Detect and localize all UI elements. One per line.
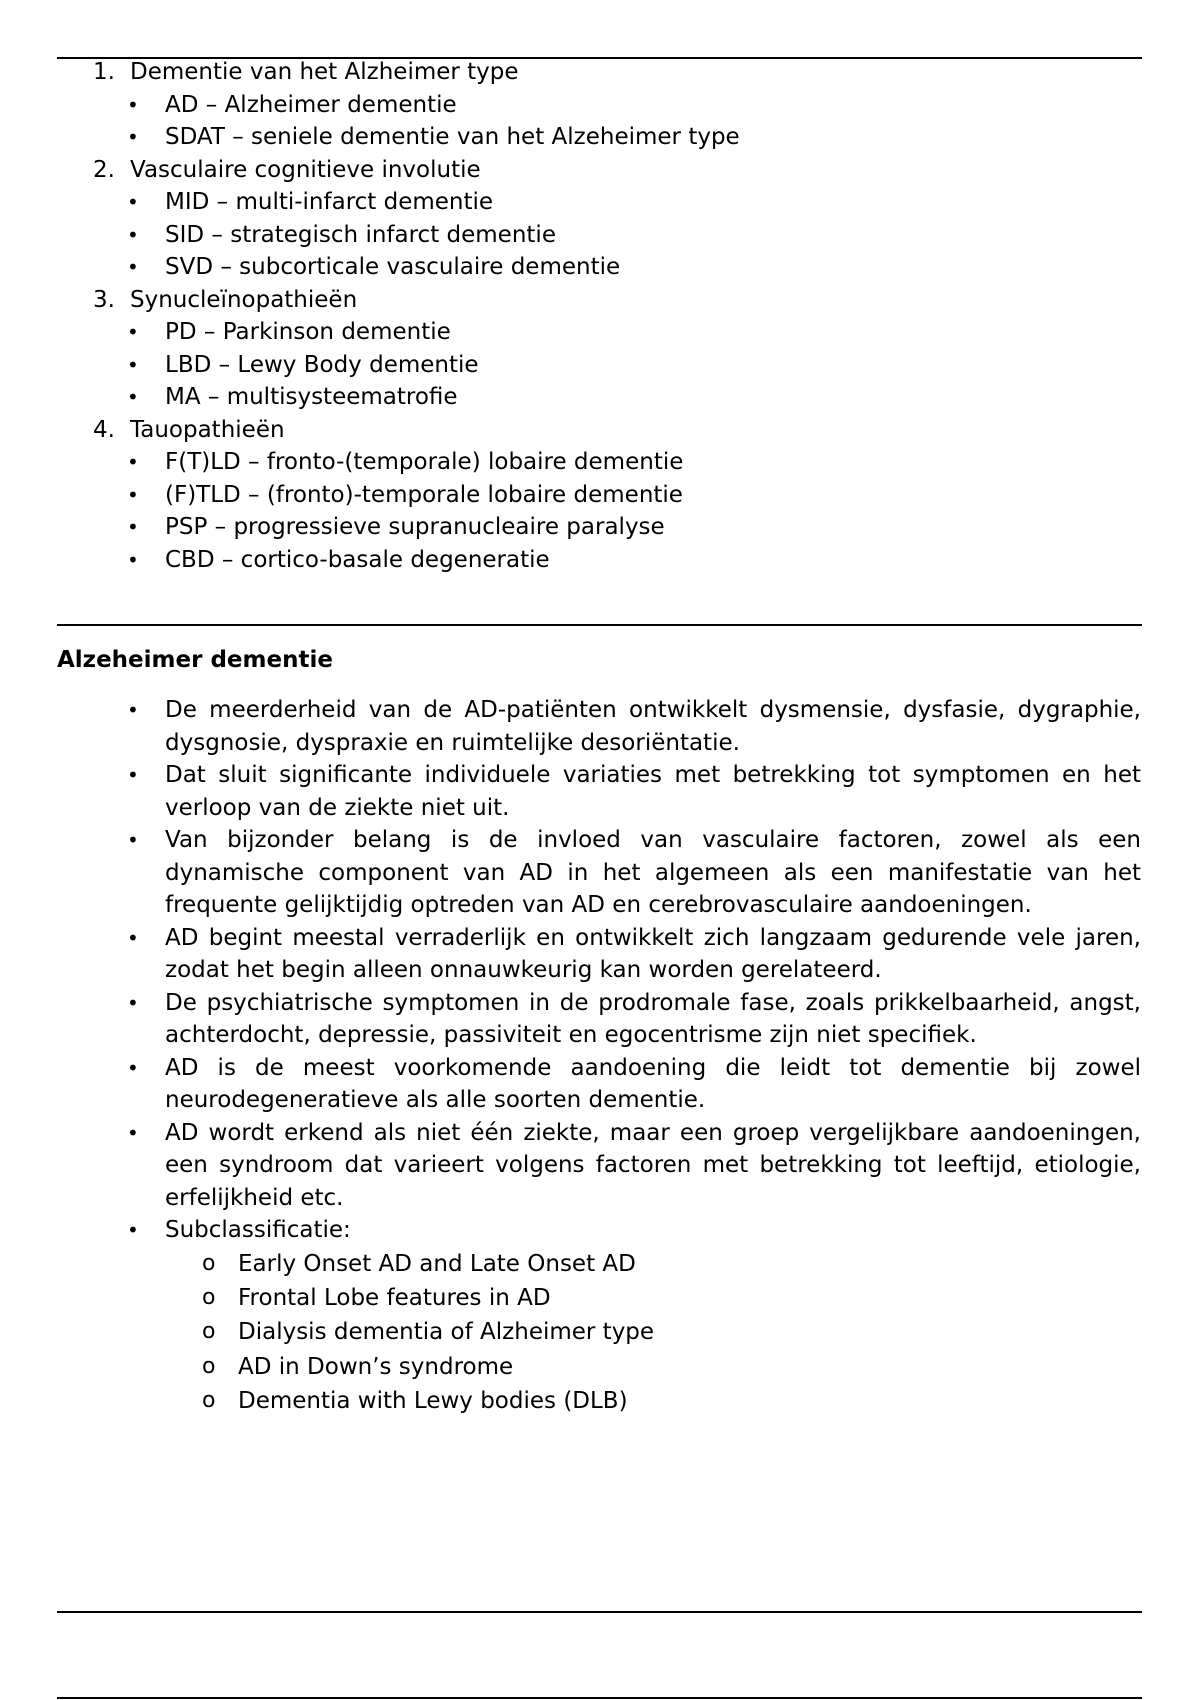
circle-bullet-icon: o xyxy=(202,1388,216,1414)
item-title: Dementie van het Alzheimer type xyxy=(130,59,519,85)
footer-divider-upper xyxy=(57,1611,1142,1613)
subclassification-item xyxy=(0,1315,1200,1349)
section-heading: Alzeheimer dementie xyxy=(57,647,333,673)
bullet-icon: • xyxy=(127,190,139,214)
circle-bullet-icon: o xyxy=(202,1353,216,1379)
classification-item xyxy=(0,284,1200,317)
paragraph-text: Dat sluit significante individuele variaties met betrekking tot symptomen en het verloop van de ziekte niet uit. xyxy=(165,762,1141,821)
bullet-icon: • xyxy=(127,450,139,474)
sub-item xyxy=(0,251,1200,284)
sub-item xyxy=(0,186,1200,219)
circle-bullet-icon: o xyxy=(202,1319,216,1345)
sub-item-text: SVD – subcorticale vasculaire dementie xyxy=(165,254,621,280)
sub-item-text: SDAT – seniele dementie van het Alzeheimer type xyxy=(165,124,740,150)
sub-item xyxy=(0,446,1200,479)
classification-item xyxy=(0,414,1200,447)
subclassification-item xyxy=(0,1384,1200,1418)
subclassification-text: Early Onset AD and Late Onset AD xyxy=(238,1250,636,1277)
bullet-paragraph xyxy=(0,824,1200,922)
sub-item-text: (F)TLD – (fronto)-temporale lobaire dementie xyxy=(165,481,683,508)
item-title: Vasculaire cognitieve involutie xyxy=(130,156,481,183)
sub-item xyxy=(0,349,1200,382)
classification-item xyxy=(0,56,1200,89)
sub-item xyxy=(0,511,1200,544)
classification-item xyxy=(0,154,1200,187)
paragraph-text: De meerderheid van de AD-patiënten ontwikkelt dysmensie, dysfasie, dygraphie, dysgnosie, dyspraxie en ruimtelijke desoriëntatie. xyxy=(165,697,1141,756)
bullet-icon: • xyxy=(127,698,139,722)
bullet-paragraph xyxy=(0,922,1200,987)
bullet-paragraph xyxy=(0,694,1200,759)
bullet-icon: • xyxy=(127,990,139,1015)
bullet-icon: • xyxy=(127,515,139,539)
sub-item-text: CBD – cortico-basale degeneratie xyxy=(165,546,550,573)
item-number: 3. xyxy=(93,286,115,313)
sub-item xyxy=(0,89,1200,122)
sub-item xyxy=(0,121,1200,154)
bullet-paragraph xyxy=(0,1214,1200,1247)
paragraph-text: De psychiatrische symptomen in de prodromale fase, zoals prikkelbaarheid, angst, achterdocht, depressie, passiviteit en egocentrisme zijn niet specifiek. xyxy=(165,989,1141,1048)
footer-divider-lower xyxy=(57,1697,1142,1699)
bullet-icon: • xyxy=(127,255,139,279)
sub-item-text: LBD – Lewy Body dementie xyxy=(165,351,479,378)
subclassification-text: Frontal Lobe features in AD xyxy=(238,1284,551,1311)
subclassification-item xyxy=(0,1247,1200,1281)
bullet-paragraph xyxy=(0,759,1200,824)
item-number: 4. xyxy=(93,416,115,443)
bullet-icon: • xyxy=(127,828,139,852)
sub-item-text: F(T)LD – fronto-(temporale) lobaire dementie xyxy=(165,449,684,475)
bullet-paragraph xyxy=(0,1117,1200,1215)
subclassification-text: Dementia with Lewy bodies (DLB) xyxy=(238,1388,628,1415)
bullet-icon: • xyxy=(127,1218,139,1242)
bullet-icon: • xyxy=(127,352,139,377)
item-number: 1. xyxy=(93,59,115,85)
subclassification-text: AD in Down’s syndrome xyxy=(238,1353,514,1380)
bullet-icon: • xyxy=(127,925,139,950)
circle-bullet-icon: o xyxy=(202,1250,216,1276)
paragraph-text: Van bijzonder belang is de invloed van vasculaire factoren, zowel als een dynamische component van AD in het algemeen als een manifestatie van het frequente gelijktijdig optreden van AD en cerebrovasculaire aandoeningen. xyxy=(165,827,1141,918)
sub-item xyxy=(0,316,1200,349)
bullet-icon: • xyxy=(127,763,139,787)
subclassification-text: Dialysis dementia of Alzheimer type xyxy=(238,1319,655,1346)
sub-item-text: MID – multi-infarct dementie xyxy=(165,189,494,215)
item-title: Tauopathieën xyxy=(130,416,285,443)
subclassification-item xyxy=(0,1350,1200,1384)
bullet-icon: • xyxy=(127,222,139,247)
sub-item-text: AD – Alzheimer dementie xyxy=(165,91,457,118)
bullet-icon: • xyxy=(127,547,139,572)
circle-bullet-icon: o xyxy=(202,1284,216,1310)
section-divider xyxy=(57,624,1142,626)
paragraph-text: Subclassificatie: xyxy=(165,1217,351,1243)
bullet-icon: • xyxy=(127,320,139,344)
paragraph-text: AD is de meest voorkomende aandoening die leidt tot dementie bij zowel neurodegeneratieve als alle soorten dementie. xyxy=(165,1054,1141,1113)
alzheimer-bullet-list xyxy=(0,694,1200,1418)
bullet-icon: • xyxy=(127,125,139,149)
bullet-paragraph xyxy=(0,1052,1200,1117)
paragraph-text: AD wordt erkend als niet één ziekte, maar een groep vergelijkbare aandoeningen, een syndroom dat varieert volgens factoren met betrekking tot leeftijd, etiologie, erfelijkheid etc. xyxy=(165,1119,1141,1211)
bullet-icon: • xyxy=(127,385,139,409)
item-title: Synucleïnopathieën xyxy=(130,286,358,313)
bullet-icon: • xyxy=(127,1120,139,1145)
classification-list xyxy=(0,56,1200,576)
bullet-icon: • xyxy=(127,92,139,117)
bullet-paragraph xyxy=(0,987,1200,1052)
sub-item xyxy=(0,479,1200,512)
bullet-icon: • xyxy=(127,1055,139,1080)
paragraph-text: AD begint meestal verraderlijk en ontwikkelt zich langzaam gedurende vele jaren, zodat het begin alleen onnauwkeurig kan worden gerelateerd. xyxy=(165,924,1141,983)
sub-item xyxy=(0,219,1200,252)
item-number: 2. xyxy=(93,156,115,183)
sub-item-text: PSP – progressieve supranucleaire paralyse xyxy=(165,514,665,540)
sub-item xyxy=(0,544,1200,577)
sub-item-text: SID – strategisch infarct dementie xyxy=(165,221,556,248)
sub-item xyxy=(0,381,1200,414)
sub-item-text: MA – multisysteematrofie xyxy=(165,384,458,410)
subclassification-item xyxy=(0,1281,1200,1315)
sub-item-text: PD – Parkinson dementie xyxy=(165,319,451,345)
bullet-icon: • xyxy=(127,482,139,507)
